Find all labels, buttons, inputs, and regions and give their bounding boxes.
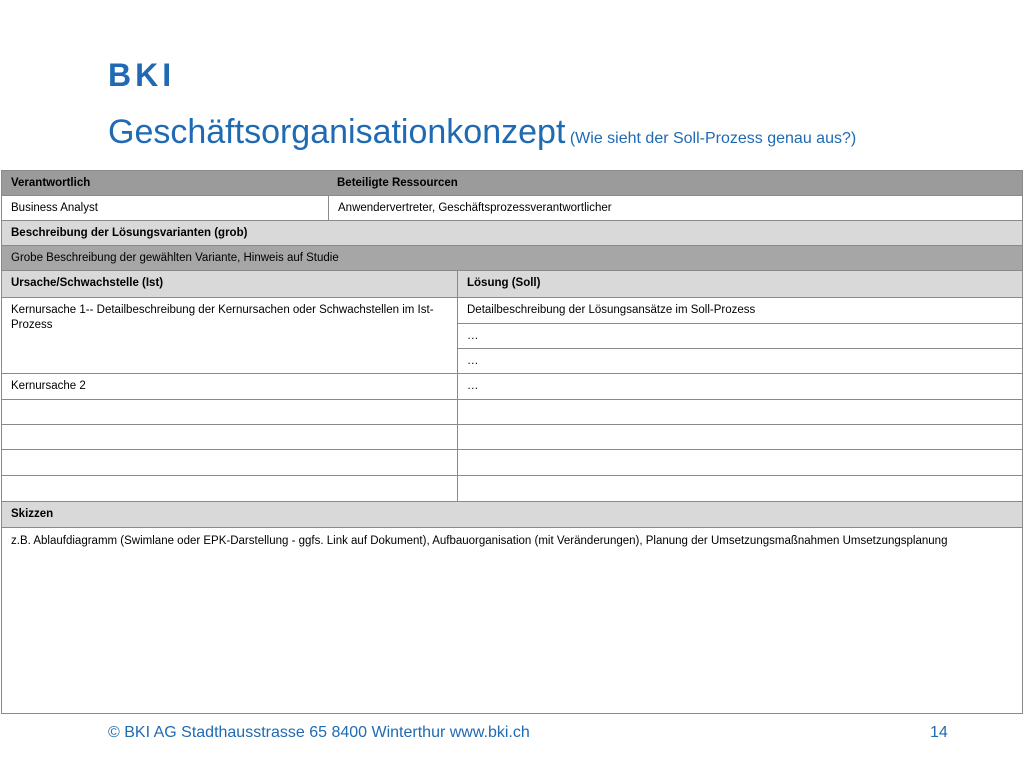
header-cause: Ursache/Schwachstelle (Ist) [11,277,164,289]
section-description-header [1,221,1023,246]
footer-page-number: 14 [930,724,948,741]
cause-solution-header-row [1,271,1023,298]
page-title [108,112,856,159]
cell-empty [457,425,1022,449]
section-description-text: Grobe Beschreibung der gewählten Variante, Hinweis auf Studie [11,252,339,264]
cell-responsible-value: Business Analyst [11,202,98,214]
cell-empty [457,400,1022,424]
section-description-label: Beschreibung der Lösungsvarianten (grob) [11,227,248,239]
section-sketches-header [1,502,1023,528]
table-row-empty [1,425,1023,450]
table-row [1,298,1023,374]
cell-empty [457,476,1022,501]
section-sketches-body [1,528,1023,714]
footer-text: © BKI AG Stadthausstrasse 65 8400 Winterthur www.bki.ch [108,724,530,741]
page-title-sub: (Wie sieht der Soll-Prozess genau aus?) [569,130,857,147]
cell-empty [2,476,457,501]
header-solution: Lösung (Soll) [457,271,1022,297]
table-row [1,374,1023,400]
cell-cause-1: Kernursache 1-- Detailbeschreibung der Kernursachen oder Schwachstellen im Ist-Prozess [11,304,434,331]
header-resources: Beteiligte Ressourcen [337,177,458,189]
cell-solution-2: … [457,324,1022,349]
table-row [1,196,1023,221]
cell-solution-1: Detailbeschreibung der Lösungsansätze im Soll-Prozess [457,298,1022,324]
table-row-empty [1,400,1023,425]
sketches-text: z.B. Ablaufdiagramm (Swimlane oder EPK-Darstellung - ggfs. Link auf Dokument), Aufbauorganisation (mit Veränderungen), Planung der Umsetzungsmaßnahmen Umsetzungsplanung [11,535,948,547]
bki-logo: BKI [108,57,176,93]
cell-cause-2: Kernursache 2 [11,380,86,392]
cell-empty [2,425,457,449]
cell-empty [457,450,1022,475]
cell-resources-value: Anwendervertreter, Geschäftsprozessverantwortlicher [328,196,1022,220]
table-header-row [1,170,1023,196]
cell-solution-3: … [457,349,1022,373]
cell-empty [2,450,457,475]
header-responsible: Verantwortlich [11,177,91,189]
page-title-main: Geschäftsorganisationkonzept [108,113,566,151]
cell-empty [2,400,457,424]
table-row-empty [1,450,1023,476]
section-description-row [1,246,1023,271]
table-row-empty [1,476,1023,502]
section-sketches-label: Skizzen [11,508,54,520]
cell-solution-4: … [457,374,1022,399]
